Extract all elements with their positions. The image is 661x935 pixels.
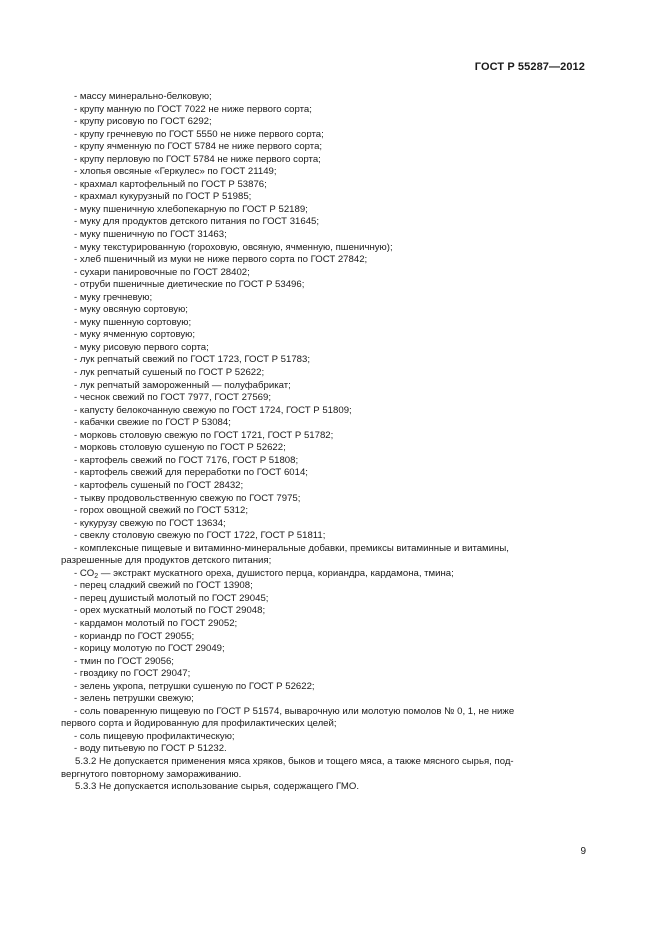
list-item: - кардамон молотый по ГОСТ 29052; — [74, 617, 238, 629]
list-item: - соль пищевую профилактическую; — [74, 730, 235, 742]
list-item: - корицу молотую по ГОСТ 29049; — [74, 643, 225, 655]
list-item: - кабачки свежие по ГОСТ Р 53084; — [74, 417, 231, 429]
list-item: - крупу ячменную по ГОСТ 5784 не ниже первого сорта; — [74, 141, 323, 153]
list-item: - свеклу столовую свежую по ГОСТ 1722, ГОСТ Р 51811; — [74, 530, 326, 542]
list-item: - гвоздику по ГОСТ 29047; — [74, 668, 191, 680]
list-item-additives-continued: разрешенные для продуктов детского питания; — [61, 555, 272, 567]
page-number: 9 — [580, 846, 586, 857]
clause-5-3-2-continued: вергнутого повторному замораживанию. — [61, 768, 242, 780]
list-item: - муку пшеничную по ГОСТ 31463; — [74, 229, 227, 241]
list-item: - кориандр по ГОСТ 29055; — [74, 630, 195, 642]
list-item: - муку овсяную сортовую; — [74, 304, 188, 316]
list-item: - зелень петрушки свежую; — [74, 693, 194, 705]
list-item: - муку пшенную сортовую; — [74, 316, 192, 328]
list-item: - сухари панировочные по ГОСТ 28402; — [74, 266, 250, 278]
clause-5-3-2: 5.3.2 Не допускается применения мяса хряков, быков и тощего мяса, а также мясного сырья, под- — [75, 755, 514, 767]
list-item: - муку пшеничную хлебопекарную по ГОСТ Р 52189; — [74, 203, 308, 215]
list-item: - крахмал кукурузный по ГОСТ Р 51985; — [74, 191, 252, 203]
document-body — [61, 91, 584, 794]
list-item: - зелень укропа, петрушки сушеную по ГОСТ Р 52622; — [74, 680, 315, 692]
list-item: - массу минерально-белковую; — [74, 91, 212, 102]
co2-prefix: - CO — [74, 567, 95, 579]
list-item: - лук репчатый свежий по ГОСТ 1723, ГОСТ Р 51783; — [74, 354, 311, 366]
list-item: - муку для продуктов детского питания по ГОСТ 31645; — [74, 216, 320, 228]
list-item-salt: - соль поваренную пищевую по ГОСТ Р 51574, выварочную или молотую помолов № 0, 1, не ниже — [74, 705, 515, 717]
list-item: - морковь столовую сушеную по ГОСТ Р 52622; — [74, 442, 286, 454]
list-item: - тмин по ГОСТ 29056; — [74, 655, 174, 667]
list-item: - воду питьевую по ГОСТ Р 51232. — [74, 743, 227, 755]
list-item-salt-continued: первого сорта и йодированную для профилактических целей; — [61, 718, 337, 730]
clause-5-3-3: 5.3.3 Не допускается использование сырья, содержащего ГМО. — [75, 781, 360, 793]
list-item: - крупу манную по ГОСТ 7022 не ниже первого сорта; — [74, 103, 312, 115]
list-item-additives: - комплексные пищевые и витаминно-минеральные добавки, премиксы витаминные и витамины, — [74, 542, 509, 554]
list-item: - перец сладкий свежий по ГОСТ 13908; — [74, 580, 253, 592]
list-item: - картофель свежий для переработки по ГОСТ 6014; — [74, 467, 308, 479]
list-item: - крахмал картофельный по ГОСТ Р 53876; — [74, 178, 267, 190]
list-item: - горох овощной свежий по ГОСТ 5312; — [74, 505, 248, 517]
list-item: - муку ячменную сортовую; — [74, 329, 196, 341]
list-item: - хлеб пшеничный из муки не ниже первого сорта по ГОСТ 27842; — [74, 254, 368, 266]
standard-code: ГОСТ Р 55287—2012 — [474, 61, 585, 73]
co2-subscript: 2 — [94, 572, 99, 580]
list-item: - капусту белокочанную свежую по ГОСТ 1724, ГОСТ Р 51809; — [74, 404, 352, 416]
list-item: - морковь столовую свежую по ГОСТ 1721, ГОСТ Р 51782; — [74, 429, 334, 441]
list-item: - картофель сушеный по ГОСТ 28432; — [74, 479, 244, 491]
list-item: - крупу рисовую по ГОСТ 6292; — [74, 116, 212, 128]
list-item: - картофель свежий по ГОСТ 7176, ГОСТ Р 51808; — [74, 454, 299, 466]
list-item: - муку рисовую первого сорта; — [74, 341, 209, 353]
list-item: - отруби пшеничные диетические по ГОСТ Р 53496; — [74, 279, 305, 291]
list-item: - муку гречневую; — [74, 291, 153, 303]
list-item: - чеснок свежий по ГОСТ 7977, ГОСТ 27569; — [74, 392, 272, 404]
list-item: - кукурузу свежую по ГОСТ 13634; — [74, 517, 226, 529]
list-item: - муку текстурированную (гороховую, овсяную, ячменную, пшеничную); — [74, 241, 393, 253]
list-item-co2-extract — [74, 568, 584, 581]
list-item: - орех мускатный молотый по ГОСТ 29048; — [74, 605, 266, 617]
list-item: - крупу гречневую по ГОСТ 5550 не ниже первого сорта; — [74, 128, 324, 140]
list-item: - тыкву продовольственную свежую по ГОСТ 7975; — [74, 492, 301, 504]
list-item: - хлопья овсяные «Геркулес» по ГОСТ 21149; — [74, 166, 277, 178]
co2-rest: — экстракт мускатного ореха, душистого перца, кориандра, кардамона, тмина; — [98, 567, 454, 579]
list-item: - крупу перловую по ГОСТ 5784 не ниже первого сорта; — [74, 153, 321, 165]
list-item: - лук репчатый замороженный — полуфабрикат; — [74, 379, 291, 391]
list-item: - перец душистый молотый по ГОСТ 29045; — [74, 592, 269, 604]
list-item: - лук репчатый сушеный по ГОСТ Р 52622; — [74, 367, 265, 379]
